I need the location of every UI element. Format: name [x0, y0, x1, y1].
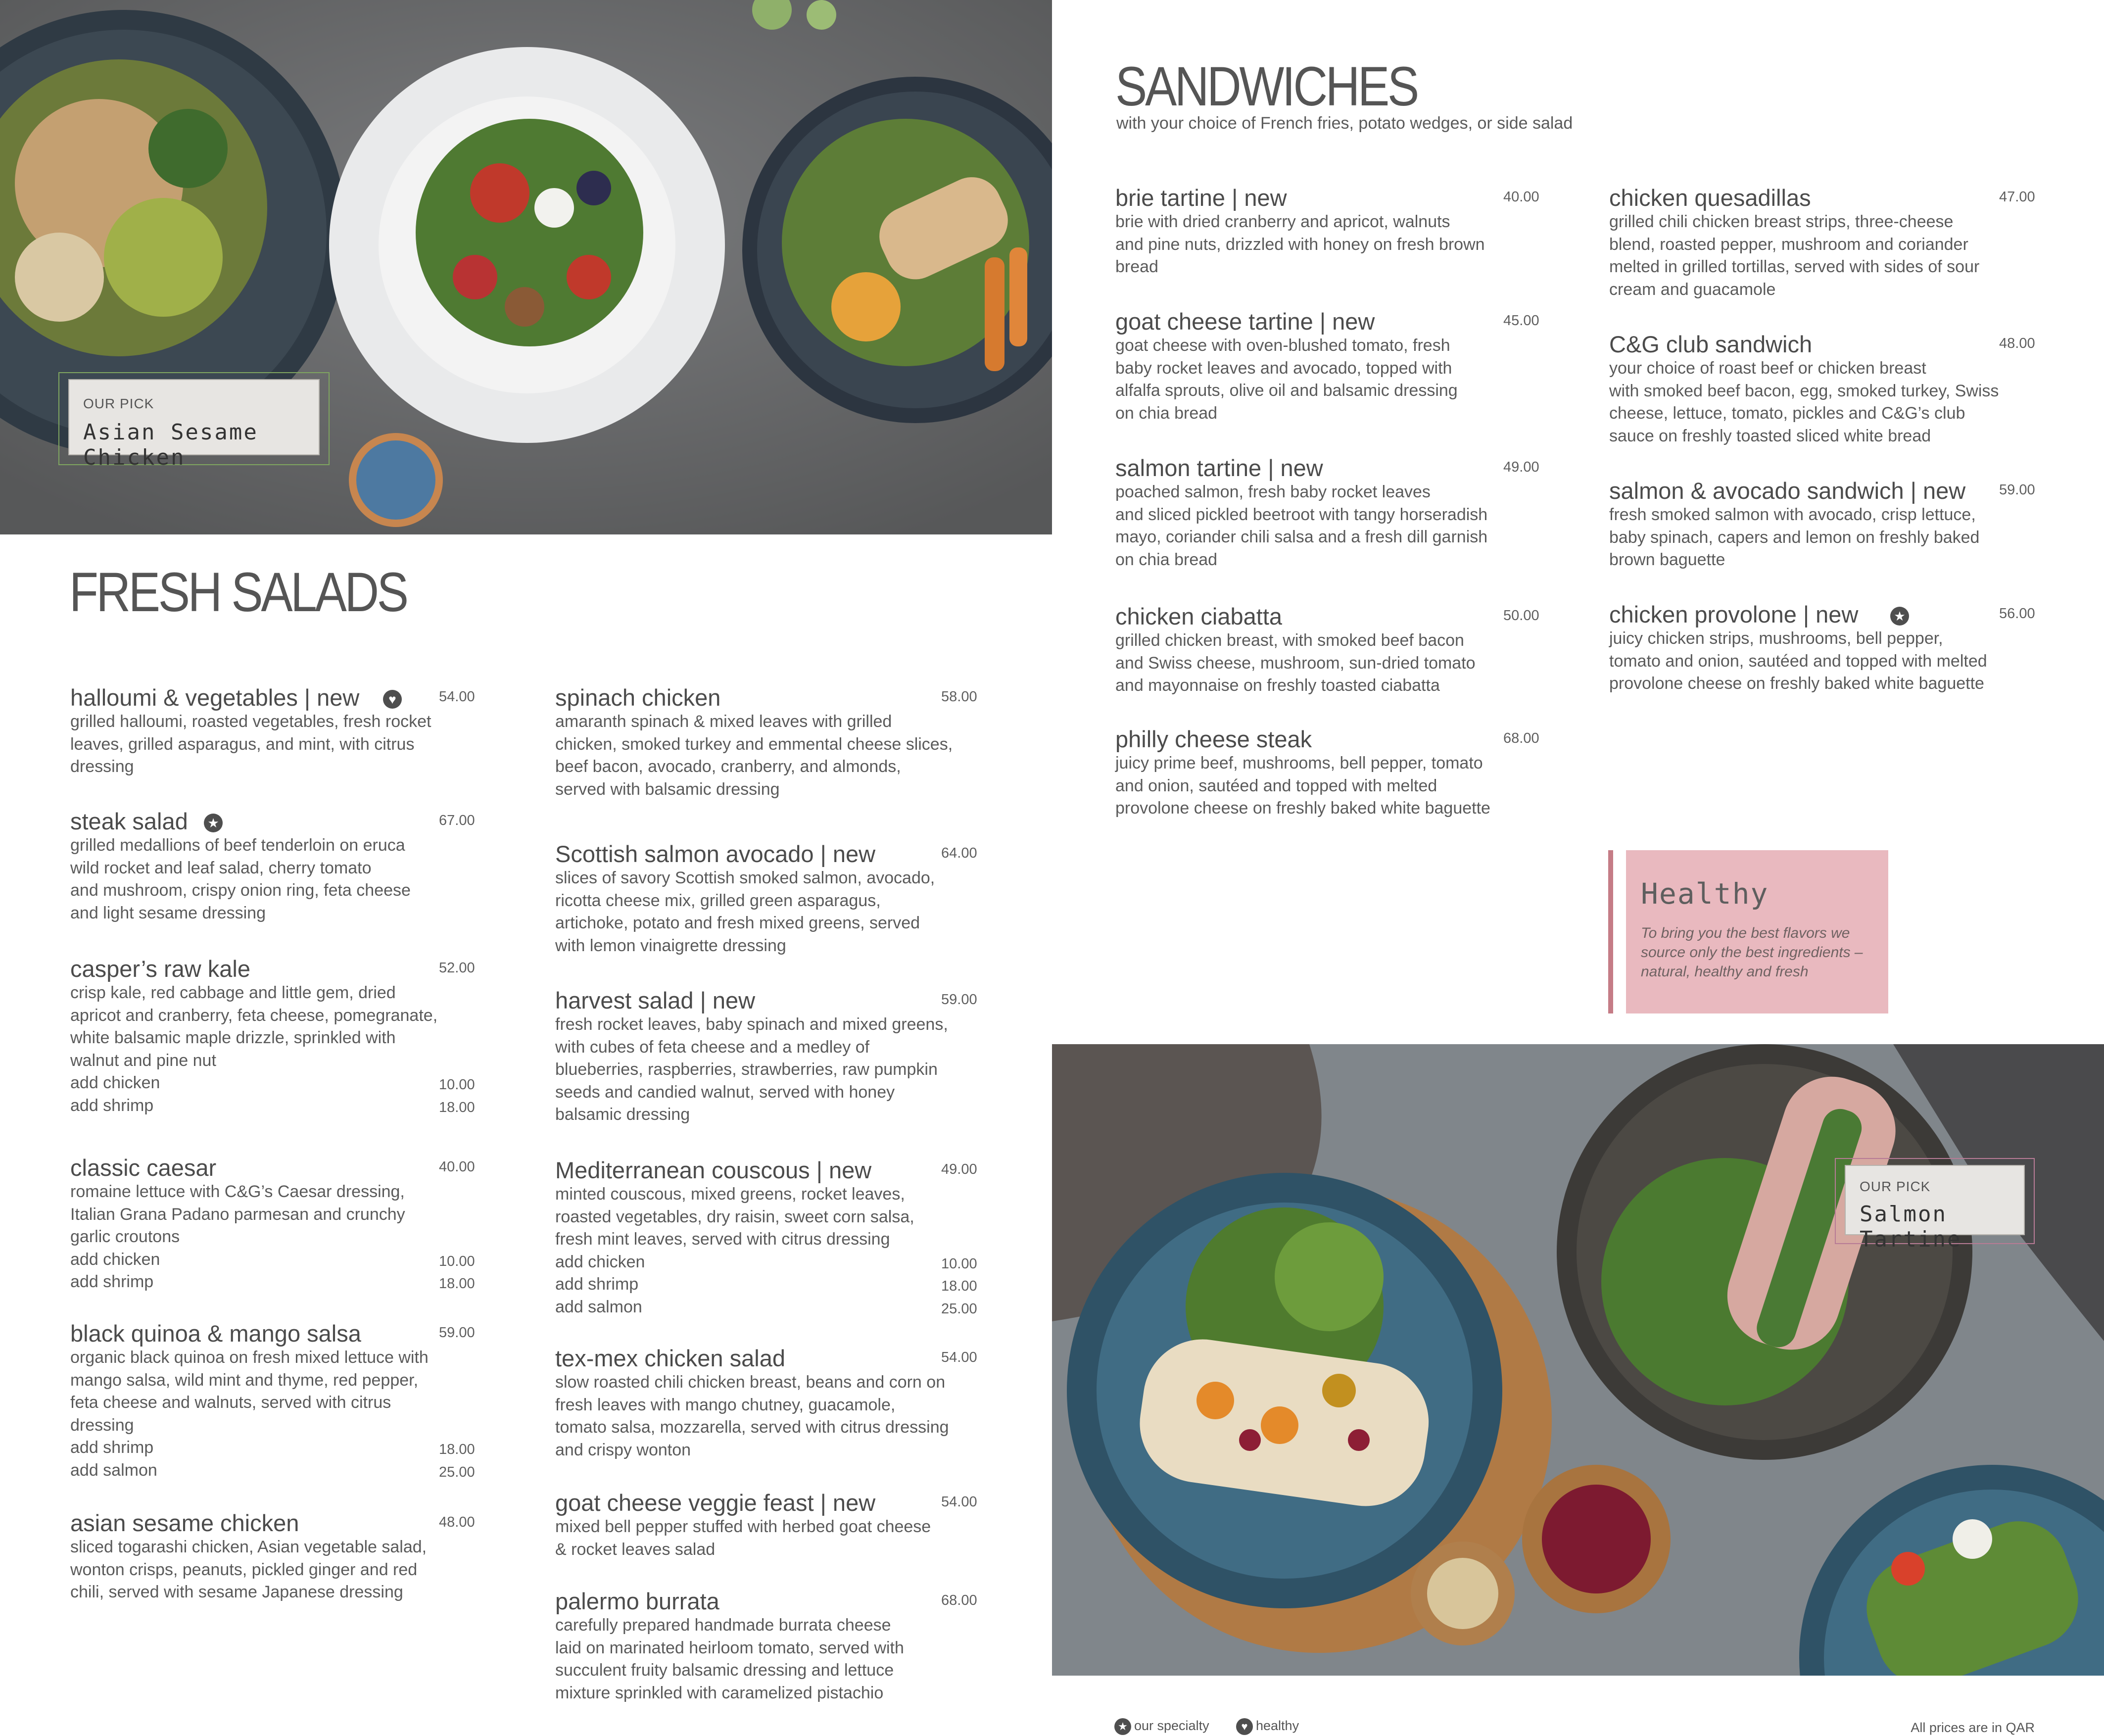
description-line: provolone cheese on freshly baked white baguette	[1609, 674, 1984, 693]
addon-label: add salmon	[70, 1460, 157, 1480]
description-line: chili, served with sesame Japanese dressing	[70, 1583, 403, 1601]
description-line: apricot and cranberry, feta cheese, pomegranate,	[70, 1006, 438, 1025]
our-pick-card	[1845, 1165, 2025, 1252]
star-icon: ★	[1114, 1718, 1131, 1735]
menu-item	[70, 1509, 488, 1604]
addon-price: 18.00	[439, 1099, 475, 1115]
item-description	[555, 1371, 991, 1461]
addon-price: 10.00	[941, 1255, 977, 1272]
item-description	[70, 1181, 488, 1249]
item-description	[555, 1516, 991, 1561]
description-line: seeds and candied walnut, served with honey	[555, 1082, 895, 1102]
description-line: romaine lettuce with C&G’s Caesar dressing,	[70, 1182, 405, 1201]
addon-price: 10.00	[439, 1253, 475, 1269]
description-line: fresh rocket leaves, baby spinach and mixed greens,	[555, 1015, 948, 1034]
description-line: tomato salsa, mozzarella, served with citrus dressing	[555, 1418, 949, 1437]
description-line: your choice of roast beef or chicken breast	[1609, 359, 1926, 378]
description-line: leaves, grilled asparagus, and mint, with citrus	[70, 734, 415, 754]
description-line: with cubes of feta cheese and a medley of	[555, 1037, 870, 1057]
item-description	[555, 1183, 991, 1251]
description-line: mixture sprinkled with caramelized pistachio	[555, 1683, 884, 1702]
description-line: and Swiss cheese, mushroom, sun-dried tomato	[1115, 653, 1476, 673]
addon-price: 18.00	[941, 1278, 977, 1294]
item-description	[70, 711, 488, 778]
item-price: 49.00	[941, 1161, 977, 1177]
description-line: mixed bell pepper stuffed with herbed goat cheese	[555, 1517, 931, 1536]
item-name: steak salad	[70, 808, 188, 834]
description-line: on chia bread	[1115, 403, 1218, 423]
item-price: 45.00	[1503, 313, 1539, 329]
addon-label: add chicken	[555, 1252, 645, 1271]
description-line: baby rocket leaves and avocado, topped with	[1115, 358, 1452, 378]
item-name: black quinoa & mango salsa	[70, 1320, 361, 1347]
description-line: brown baguette	[1609, 550, 1725, 569]
description-line: mango salsa, wild mint and thyme, red pepper,	[70, 1370, 419, 1390]
item-price: 54.00	[941, 1350, 977, 1365]
item-price: 59.00	[941, 992, 977, 1008]
description-line: fresh leaves with mango chutney, guacamole,	[555, 1395, 896, 1414]
menu-item	[1609, 601, 2049, 695]
item-name: tex-mex chicken salad	[555, 1345, 785, 1371]
menu-item	[555, 1157, 991, 1318]
addon-price: 18.00	[439, 1276, 475, 1292]
item-name: Scottish salmon avocado | new	[555, 841, 876, 867]
description-line: & rocket leaves salad	[555, 1540, 716, 1559]
addon-row	[555, 1273, 991, 1296]
item-description	[70, 1347, 488, 1437]
addon-row	[70, 1437, 488, 1459]
menu-item	[555, 1588, 991, 1704]
description-line: grilled halloumi, roasted vegetables, fresh rocket	[70, 712, 431, 731]
menu-item	[555, 1489, 991, 1561]
item-price: 50.00	[1503, 608, 1539, 624]
description-line: cream and guacamole	[1609, 280, 1776, 299]
item-name: goat cheese tartine | new	[1115, 308, 1375, 335]
item-price: 40.00	[1503, 189, 1539, 205]
description-line: cheese, lettuce, tomato, pickles and C&G’s club	[1609, 404, 1965, 423]
menu-item	[1115, 184, 1553, 279]
our-pick-name: Asian Sesame Chicken	[83, 420, 258, 470]
legend-specialty-label: our specialty	[1134, 1718, 1209, 1734]
description-line: with lemon vinaigrette dressing	[555, 936, 786, 955]
star-icon: ★	[204, 814, 223, 832]
description-line: sliced togarashi chicken, Asian vegetable salad,	[70, 1538, 427, 1556]
description-line: and pine nuts, drizzled with honey on fresh brown	[1115, 235, 1485, 254]
our-pick-card	[68, 379, 320, 470]
addon-price: 18.00	[439, 1442, 475, 1457]
item-description	[1609, 627, 2049, 695]
description-line: fresh mint leaves, served with citrus dressing	[555, 1230, 890, 1249]
menu-item	[70, 684, 488, 778]
item-description	[1115, 629, 1553, 697]
description-line: and onion, sautéed and topped with melted	[1115, 776, 1437, 795]
item-price: 68.00	[941, 1592, 977, 1608]
description-line: roasted vegetables, dry raisin, sweet corn salsa,	[555, 1207, 914, 1226]
item-description	[1115, 335, 1553, 425]
description-line: crisp kale, red cabbage and little gem, dried	[70, 983, 396, 1002]
menu-item	[555, 987, 991, 1126]
item-name: classic caesar	[70, 1155, 217, 1181]
sandwiches-title: SANDWICHES	[1115, 55, 1417, 117]
addon-row	[555, 1296, 991, 1319]
item-description	[555, 867, 991, 957]
item-name: chicken provolone | new	[1609, 601, 1859, 627]
description-line: grilled medallions of beef tenderloin on eruca	[70, 836, 405, 855]
menu-item	[70, 1320, 488, 1482]
item-name: harvest salad | new	[555, 987, 756, 1013]
item-description	[555, 1614, 991, 1704]
description-line: carefully prepared handmade burrata cheese	[555, 1616, 891, 1635]
menu-item	[1115, 308, 1553, 425]
menu-item	[1609, 477, 2049, 572]
healthy-accent-bar	[1608, 850, 1613, 1013]
addon-row	[70, 1249, 488, 1271]
description-line: slow roasted chili chicken breast, beans and corn on	[555, 1373, 946, 1392]
description-line: white balsamic maple drizzle, sprinkled with	[70, 1028, 396, 1047]
item-name: chicken quesadillas	[1609, 185, 1811, 211]
star-icon: ★	[1890, 607, 1909, 626]
description-line: poached salmon, fresh baby rocket leaves	[1115, 482, 1431, 501]
item-name: palermo burrata	[555, 1588, 719, 1614]
description-line: served with balsamic dressing	[555, 779, 780, 799]
description-line: provolone cheese on freshly baked white baguette	[1115, 799, 1490, 818]
item-price: 40.00	[439, 1159, 475, 1175]
item-name: C&G club sandwich	[1609, 331, 1813, 357]
heart-icon: ♥	[1236, 1718, 1253, 1735]
item-price: 52.00	[439, 960, 475, 976]
description-line: sauce on freshly toasted sliced white bread	[1609, 426, 1931, 445]
description-line: and light sesame dressing	[70, 903, 266, 922]
description-line: laid on marinated heirloom tomato, served with	[555, 1638, 904, 1657]
description-line: chicken, smoked turkey and emmental cheese slices,	[555, 734, 953, 754]
description-line: dressing	[70, 1415, 134, 1435]
description-line: fresh smoked salmon with avocado, crisp lettuce,	[1609, 505, 1976, 524]
description-line: dressing	[70, 757, 134, 776]
item-description	[70, 834, 488, 924]
item-price: 68.00	[1503, 730, 1539, 746]
description-line: tomato and onion, sautéed and topped with melted	[1609, 651, 1987, 671]
item-name: brie tartine | new	[1115, 185, 1287, 211]
addon-label: add chicken	[70, 1073, 160, 1092]
addon-label: add chicken	[70, 1250, 160, 1269]
description-line: ricotta cheese mix, grilled green asparagus,	[555, 891, 881, 910]
item-name: spinach chicken	[555, 684, 721, 711]
menu-item	[555, 684, 991, 801]
description-line: bread	[1115, 257, 1158, 276]
description-line: wild rocket and leaf salad, cherry tomato	[70, 858, 372, 877]
description-line: brie with dried cranberry and apricot, walnuts	[1115, 212, 1450, 231]
addon-label: add shrimp	[70, 1272, 154, 1291]
description-line: garlic croutons	[70, 1227, 180, 1246]
item-description	[70, 982, 488, 1072]
healthy-title: Healthy	[1641, 877, 1769, 911]
item-name: Mediterranean couscous | new	[555, 1157, 872, 1183]
item-name: asian sesame chicken	[70, 1510, 299, 1536]
item-price: 58.00	[941, 689, 977, 705]
addon-row	[555, 1251, 991, 1274]
sandwiches-subtitle: with your choice of French fries, potato wedges, or side salad	[1116, 114, 1573, 133]
description-line: walnut and pine nut	[70, 1051, 216, 1070]
sandwiches-photo	[1052, 1044, 2104, 1676]
menu-item	[555, 840, 991, 957]
our-pick-heading: OUR PICK	[83, 396, 154, 411]
item-description	[1609, 211, 2049, 301]
item-name: chicken ciabatta	[1115, 603, 1283, 629]
menu-item	[1609, 331, 2049, 447]
description-line: and mushroom, crispy onion ring, feta cheese	[70, 881, 411, 900]
addon-label: add shrimp	[70, 1438, 154, 1457]
addon-row	[70, 1271, 488, 1294]
description-line: feta cheese and walnuts, served with citrus	[70, 1393, 391, 1412]
item-name: halloumi & vegetables | new	[70, 684, 360, 711]
addon-label: add salmon	[555, 1297, 642, 1316]
legend-specialty	[1114, 1718, 1209, 1735]
menu-item	[1609, 184, 2049, 301]
description-line: goat cheese with oven-blushed tomato, fresh	[1115, 336, 1450, 355]
description-line: Italian Grana Padano parmesan and crunchy	[70, 1205, 405, 1224]
item-name: salmon tartine | new	[1115, 455, 1323, 481]
item-description	[1115, 211, 1553, 279]
item-description	[1609, 357, 2049, 447]
description-line: balsamic dressing	[555, 1105, 690, 1124]
description-line: organic black quinoa on fresh mixed lettuce with	[70, 1348, 429, 1367]
description-line: and sliced pickled beetroot with tangy horseradish	[1115, 505, 1488, 524]
description-line: on chia bread	[1115, 550, 1218, 569]
item-price: 47.00	[1999, 189, 2035, 205]
item-description	[70, 1536, 488, 1604]
item-description	[1115, 481, 1553, 571]
description-line: blend, roasted pepper, mushroom and coriander	[1609, 235, 1968, 254]
item-price: 56.00	[1999, 606, 2035, 622]
description-line: blueberries, raspberries, strawberries, raw pumpkin	[555, 1060, 938, 1079]
description-line: juicy prime beef, mushrooms, bell pepper, tomato	[1115, 754, 1483, 772]
item-description	[555, 711, 991, 801]
description-line: slices of savory Scottish smoked salmon, avocado,	[555, 868, 935, 887]
description-line: and crispy wonton	[555, 1440, 691, 1459]
item-description	[1609, 504, 2049, 572]
item-price: 59.00	[1999, 482, 2035, 498]
item-description	[1115, 752, 1553, 820]
item-price: 54.00	[439, 689, 475, 705]
description-line: melted in grilled tortillas, served with sides of sour	[1609, 257, 1980, 276]
description-line: baby spinach, capers and lemon on freshly baked	[1609, 528, 1980, 547]
item-price: 54.00	[941, 1494, 977, 1510]
addon-label: add shrimp	[70, 1096, 154, 1115]
our-pick-name: Salmon Tartine	[1860, 1202, 1962, 1252]
item-price: 48.00	[439, 1514, 475, 1530]
description-line: mayo, coriander chili salsa and a fresh dill garnish	[1115, 528, 1488, 546]
menu-item	[555, 1345, 991, 1461]
description-line: succulent fruity balsamic dressing and lettuce	[555, 1661, 894, 1680]
description-line: grilled chicken breast, with smoked beef bacon	[1115, 631, 1464, 650]
item-description	[555, 1013, 991, 1126]
menu-item	[1115, 725, 1553, 820]
menu-item	[1115, 603, 1553, 697]
item-name: philly cheese steak	[1115, 726, 1312, 752]
item-name: salmon & avocado sandwich | new	[1609, 478, 1966, 504]
healthy-text: To bring you the best flavors we source only the best ingredients – natural, healthy and fresh	[1641, 925, 1863, 980]
salads-photo	[0, 0, 1052, 534]
legend-healthy	[1236, 1718, 1299, 1735]
item-price: 59.00	[439, 1325, 475, 1341]
description-line: minted couscous, mixed greens, rocket leaves,	[555, 1185, 905, 1204]
item-name: casper’s raw kale	[70, 956, 250, 982]
our-pick-heading: OUR PICK	[1860, 1179, 1931, 1194]
description-line: beef bacon, avocado, cranberry, and almonds,	[555, 757, 901, 776]
menu-item	[1115, 454, 1553, 571]
item-name: goat cheese veggie feast | new	[555, 1490, 876, 1516]
addon-price: 25.00	[941, 1301, 977, 1317]
description-line: juicy chicken strips, mushrooms, bell pepper,	[1609, 629, 1943, 648]
legend-healthy-label: healthy	[1256, 1718, 1299, 1734]
addon-row	[70, 1459, 488, 1482]
addon-row	[70, 1095, 488, 1117]
menu-item	[70, 808, 488, 924]
prices-note: All prices are in QAR	[1911, 1720, 2035, 1735]
item-price: 67.00	[439, 813, 475, 828]
addon-label: add shrimp	[555, 1275, 639, 1294]
description-line: amaranth spinach & mixed leaves with grilled	[555, 712, 892, 731]
salads-title: FRESH SALADS	[69, 561, 407, 623]
heart-icon: ♥	[383, 690, 402, 709]
description-line: artichoke, potato and fresh mixed greens, served	[555, 914, 920, 932]
description-line: and mayonnaise on freshly toasted ciabatta	[1115, 676, 1440, 695]
description-line: alfalfa sprouts, olive oil and balsamic dressing	[1115, 381, 1458, 400]
item-price: 49.00	[1503, 459, 1539, 475]
description-line: wonton crisps, peanuts, pickled ginger and red	[70, 1560, 418, 1579]
addon-price: 10.00	[439, 1077, 475, 1093]
menu-item	[70, 1154, 488, 1294]
addon-price: 25.00	[439, 1464, 475, 1480]
item-price: 64.00	[941, 845, 977, 861]
item-price: 48.00	[1999, 336, 2035, 351]
healthy-callout	[1626, 850, 1888, 1013]
addon-row	[70, 1072, 488, 1095]
description-line: with smoked beef bacon, egg, smoked turkey, Swiss	[1609, 381, 1999, 400]
menu-item	[70, 955, 488, 1117]
description-line: grilled chili chicken breast strips, three-cheese	[1609, 212, 1954, 231]
